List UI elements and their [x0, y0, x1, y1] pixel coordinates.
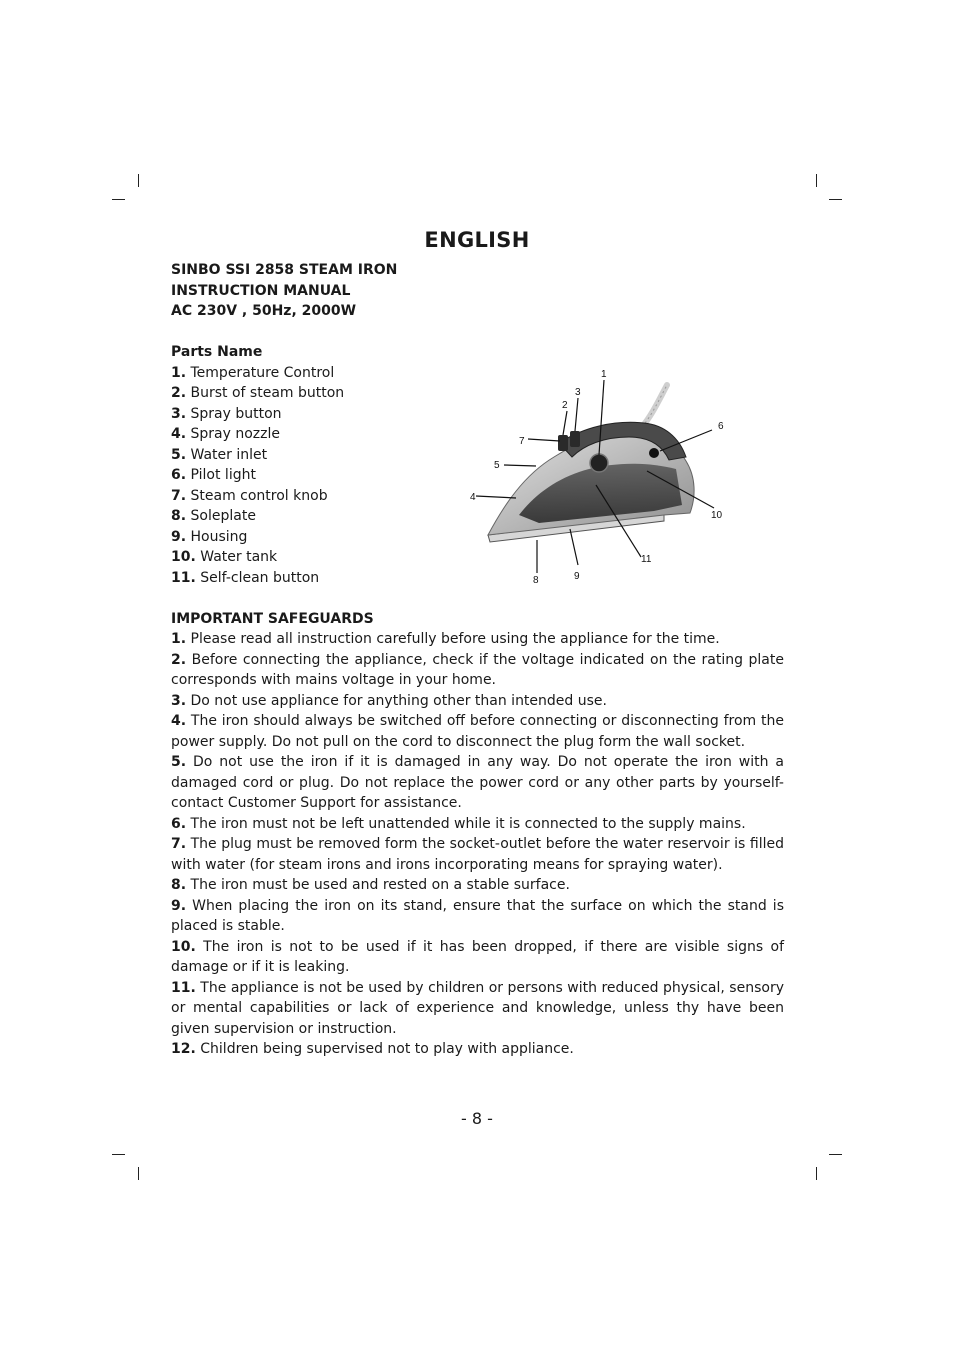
list-item: 10. The iron is not to be used if it has been dropped, if there are visible signs of damage or if it is leaking. [171, 938, 784, 975]
list-item: 11. The appliance is not be used by children or persons with reduced physical, sensory or mental capabilities or lack of experience and knowledge, unless thy have been given supervision or instruction. [171, 979, 784, 1037]
diagram-label: 2 [562, 400, 568, 411]
list-item: 11. Self-clean button [171, 569, 320, 586]
crop-mark [829, 199, 842, 200]
page-title: ENGLISH [424, 228, 530, 252]
list-item: 6. Pilot light [171, 467, 256, 483]
list-item: 8. The iron must be used and rested on a stable surface. [171, 877, 570, 893]
list-item: 2. Burst of steam button [171, 385, 345, 401]
diagram-label: 9 [574, 571, 580, 582]
list-item: 5. Water inlet [171, 446, 268, 463]
diagram-label: 1 [601, 369, 607, 380]
list-item: 2. Before connecting the appliance, check if the voltage indicated on the rating plate corresponds with mains voltage in your home. [171, 651, 784, 688]
list-item: 12. Children being supervised not to play with appliance. [171, 1041, 574, 1057]
safeguards-list [171, 629, 784, 1060]
diagram-label: 6 [718, 421, 724, 432]
diagram-label: 7 [519, 436, 525, 447]
parts-heading: Parts Name [171, 344, 263, 360]
diagram-label: 3 [575, 387, 581, 398]
diagram-label: 11 [641, 554, 652, 565]
manual-title: INSTRUCTION MANUAL [171, 282, 351, 299]
diagram-label: 5 [494, 460, 500, 471]
crop-mark [138, 1167, 139, 1180]
list-item: 6. The iron must not be left unattended while it is connected to the supply mains. [171, 815, 746, 832]
diagram-label: 10 [711, 510, 723, 521]
list-item: 10. Water tank [171, 549, 278, 565]
list-item: 4. The iron should always be switched off before connecting or disconnecting from the power supply. Do not pull on the cord to disconnect the plug form the wall socket. [171, 713, 784, 750]
crop-mark [112, 1154, 125, 1155]
crop-mark [816, 1167, 817, 1180]
list-item: 4. Spray nozzle [171, 426, 280, 442]
list-item: 3. Do not use appliance for anything other than intended use. [171, 692, 607, 709]
crop-mark [829, 1154, 842, 1155]
iron-diagram [464, 365, 734, 590]
safeguards-heading: IMPORTANT SAFEGUARDS [171, 610, 374, 627]
list-item: 3. Spray button [171, 405, 282, 422]
crop-mark [138, 174, 139, 187]
crop-mark [816, 174, 817, 187]
product-name: SINBO SSI 2858 STEAM IRON [171, 262, 398, 278]
list-item: 5. Do not use the iron if it is damaged in any way. Do not operate the iron with a damaged cord or plug. Do not replace the power cord or any other parts by yourself-contact Customer Support for assistance. [171, 754, 784, 811]
list-item: 9. Housing [171, 528, 248, 545]
list-item: 1. Temperature Control [171, 364, 335, 381]
page-number: - 8 - [461, 1109, 493, 1128]
power-rating: AC 230V , 50Hz, 2000W [171, 303, 357, 319]
list-item: 7. The plug must be removed form the socket-outlet before the water reservoir is filled with water (for steam irons and irons incorporating means for spraying water). [171, 836, 784, 873]
diagram-label: 4 [470, 492, 476, 503]
list-item: 1. Please read all instruction carefully before using the appliance for the time. [171, 631, 720, 647]
diagram-label: 8 [533, 575, 539, 586]
list-item: 9. When placing the iron on its stand, ensure that the surface on which the stand is placed is stable. [171, 897, 784, 934]
list-item: 8. Soleplate [171, 508, 256, 524]
list-item: 7. Steam control knob [171, 487, 328, 504]
crop-mark [112, 199, 125, 200]
